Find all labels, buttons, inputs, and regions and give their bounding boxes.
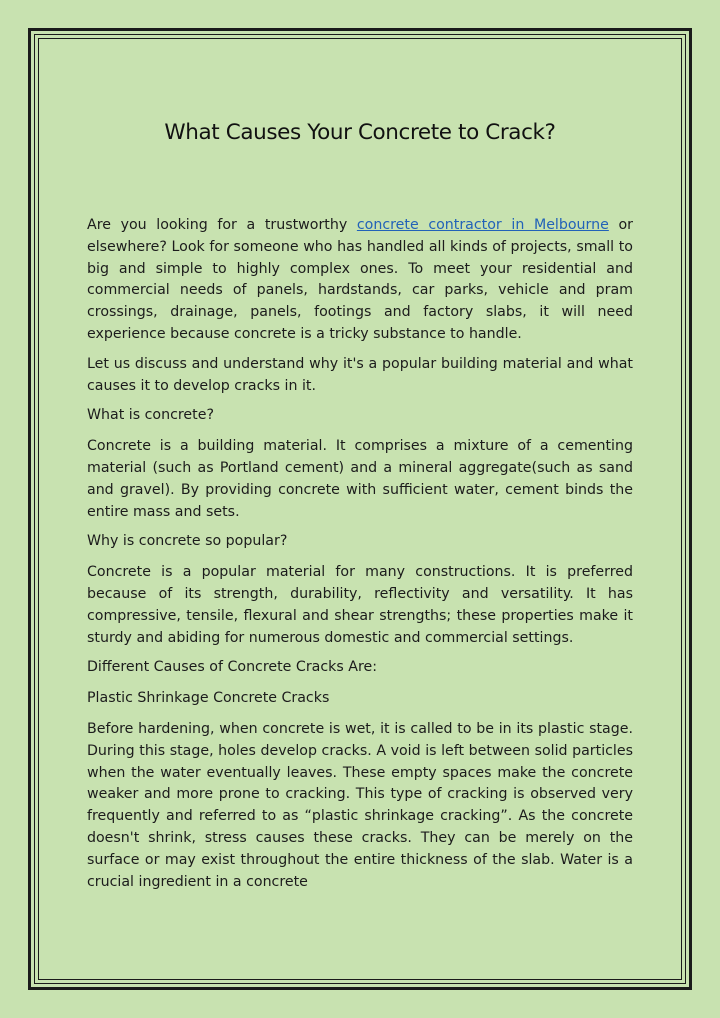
heading-why-popular: Why is concrete so popular? <box>87 533 288 550</box>
intro-paragraph <box>87 215 633 346</box>
discussion-paragraph: Let us discuss and understand why it's a popular building material and what causes it to develop cracks in it. <box>87 355 633 394</box>
intro-text-before: Are you looking for a trustworthy <box>87 217 357 233</box>
heading-plastic-shrinkage: Plastic Shrinkage Concrete Cracks <box>87 690 330 707</box>
page-title: What Causes Your Concrete to Crack? <box>164 120 556 145</box>
intro-text-after: or elsewhere? Look for someone who has handled all kinds of projects, small to big and simple to highly complex ones. To meet your residential and commercial needs of panels, hardstands, car parks, vehicle and pram crossings, drainage, panels, footings and factory slabs, it will need experience because concrete is a tricky substance to handle. <box>87 217 634 342</box>
plastic-shrinkage-paragraph: Before hardening, when concrete is wet, it is called to be in its plastic stage. During this stage, holes develop cracks. A void is left between solid particles when the water eventually leaves. These empty spaces make the concrete weaker and more prone to cracking. This type of cracking is observed very frequently and referred to as “plastic shrinkage cracking”. As the concrete doesn't shrink, stress causes these cracks. They can be merely on the surface or may exist throughout the entire thickness of the slab. Water is a crucial ingredient in a concrete <box>87 720 633 890</box>
concrete-contractor-link[interactable]: concrete contractor in Melbourne <box>356 217 609 233</box>
why-popular-paragraph: Concrete is a popular material for many constructions. It is preferred because of its strength, durability, reflectivity and versatility. It has compressive, tensile, flexural and shear strengths; these properties make it sturdy and abiding for numerous domestic and commercial settings. <box>87 564 633 646</box>
heading-causes: Different Causes of Concrete Cracks Are: <box>87 659 377 676</box>
document-body <box>87 120 633 901</box>
what-is-concrete-paragraph: Concrete is a building material. It comprises a mixture of a cementing material (such as Portland cement) and a mineral aggregate(such as sand and gravel). By providing concrete with sufficient water, cement binds the entire mass and sets. <box>87 438 633 520</box>
heading-what-is-concrete: What is concrete? <box>87 407 214 424</box>
